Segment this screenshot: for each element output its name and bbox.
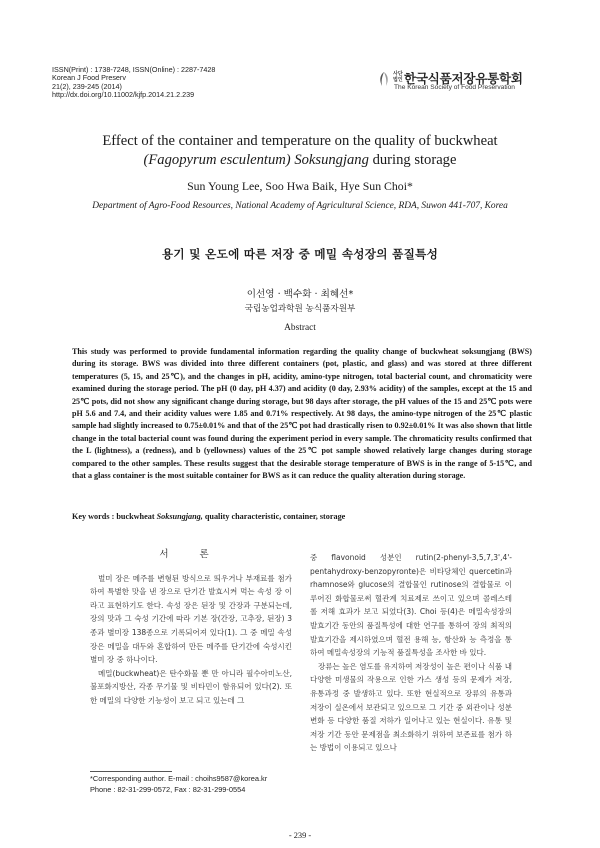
corresponding-author-phone: Phone : 82-31-299-0572, Fax : 82-31-299-0554 bbox=[90, 784, 246, 794]
section-heading-introduction: 서 론 bbox=[159, 549, 223, 560]
keywords-label: Key words : bbox=[72, 512, 115, 521]
keywords-pre: buckwheat bbox=[116, 512, 155, 521]
title-line-2 bbox=[40, 151, 560, 170]
page-number: - 239 - bbox=[288, 831, 312, 840]
abstract-heading: Abstract bbox=[284, 323, 316, 333]
doi-link[interactable]: http://dx.doi.org/10.11002/kjfp.2014.21.2.239 bbox=[52, 89, 195, 99]
korean-affiliation: 국립농업과학원 농식품자원부 bbox=[244, 304, 356, 314]
title-line-1: Effect of the container and temperature on the quality of buckwheat bbox=[102, 133, 498, 149]
korean-title: 용기 및 온도에 따른 저장 중 메밀 속성장의 품질특성 bbox=[161, 247, 439, 261]
title-scientific-name: (Fagopyrum esculentum) bbox=[143, 152, 291, 168]
authors: Sun Young Lee, Soo Hwa Baik, Hye Sun Choi* bbox=[187, 179, 413, 193]
keywords bbox=[72, 512, 532, 521]
affiliation: Department of Agro-Food Resources, National Academy of Agricultural Science, RDA, Suwon 441-707, Korea bbox=[92, 201, 508, 211]
society-korean-name: 한국식품저장유통학회 bbox=[404, 71, 523, 86]
left-paragraph: 벌미 장은 메주를 변형된 방식으로 띄우거나 부재료를 첨가하여 특별한 맛을 낸 장으로 단기간 발효시켜 먹는 속성 장 이라고 표현하기도 한다. 속성 장은 된장 및 간장과 구분되는데, 장의 맛과 그 숙성 기간에 따라 기본 장(간장, 고추장, 된장) 3종과 별미장 138종으로 기록되어져 있다(1). 그 중 메밀 속성 장은 메밀을 대두와 혼합하여 만든 메주를 단기간에 숙성시킨 별미 장 중 하나이다. bbox=[90, 573, 292, 665]
issn-line: ISSN(Print) : 1738-7248, ISSN(Online) : 2287-7428 bbox=[52, 65, 216, 74]
volume-line: 21(2), 239-245 (2014) bbox=[52, 81, 122, 91]
title-soksungjang: Soksungjang bbox=[294, 152, 369, 168]
korean-authors: 이선영 · 백수화 · 최혜선* bbox=[246, 289, 354, 300]
paper-title bbox=[40, 132, 560, 170]
society-logo bbox=[376, 70, 552, 92]
keywords-post: quality characteristic, container, storage bbox=[204, 512, 346, 521]
abstract-body bbox=[72, 346, 532, 482]
left-paragraph: 메밀(buckwheat)은 탄수화물 뿐 만 아니라 필수아미노산, 불포화지방산, 각종 무기물 및 비타민이 함유되어 있다(2). 또한 메밀의 다양한 기능성이 보고 되고 있는데 그 bbox=[90, 668, 292, 705]
society-badge: 사단 법인 bbox=[393, 71, 403, 83]
title-line-2-rest: during storage bbox=[372, 152, 457, 168]
journal-name: Korean J Food Preserv bbox=[52, 73, 126, 83]
footnote-divider bbox=[90, 771, 172, 772]
right-paragraph: 중 flavonoid 성분인 rutin(2-phenyl-3,5,7,3',4'- pentahydroxy-benzopyronte)은 비타당체인 quercetin과 rhamnose와 glucose의 결합물인 rutinose의 결합물로 이루어진 화합물로써 혈관계 치료제로 쓰이고 있으며 콜레스테롤 저해 효과가 보고 되었다(3). Choi 등(4)은 메밀속성장의 발효기간 동안의 품질특성에 대한 연구를 통하여 장의 최적의 발효기간을 제시하였으며 혈전 용해 능, 항산화 능 측정을 통하여 메밀속성장의 기능적 품질특성을 조사한 바 있다. bbox=[310, 553, 512, 658]
keywords-italic: Soksungjang, bbox=[156, 512, 203, 521]
journal-metadata bbox=[52, 66, 215, 99]
society-emblem-icon bbox=[376, 71, 392, 87]
footnote bbox=[90, 774, 310, 795]
abstract-text: This study was performed to provide fundamental information regarding the quality change of buckwheat soksungjang (BWS) during its storage. BWS was divided into three different containers (pot, plastic, and glass) and was stored at three different temperatures (5, 15, and 25℃), and the changes in pH, acidity, amino-type nitrogen, total bacterial count, and chromaticity were examined during the storage period. The pH (0 day, pH 4.37) and acidity (0 day, 2.93% acidity) of the samples, except at the 15 and 25℃ pots, did not show any significant change during storage, but 98 days after storage, the pH values of the 15 and 25℃ pots were pH 5.6 and 7.4, and their acidity values were 1.85 and 0.71% respectively. At 98 days, the amino-type nitrogen of the 25℃ plastic sample had slightly increased to 0.75±0.01% and that of the 25℃ pot had drastically risen to 0.92±0.01% It was also shown that little change in the total bacterial count was found during the experiment period in every sample. The chromaticity results confirmed that the L (lightness), a (redness), and b (yellowness) values of the 25℃ pot sample showed relatively large changes during storage compared to the other samples. These results suggest that the desirable storage temperature of BWS is in the range of 5-15℃, and that a glass container is the most suitable container for BWS as it can reduce the quality alteration during storage. bbox=[72, 347, 532, 481]
right-column bbox=[310, 551, 512, 755]
right-paragraph: 장류는 높은 염도를 유지하여 저장성이 높은 편이나 식품 내 다양한 미생물의 작용으로 인한 가스 생성 등의 문제가 저장, 유통과정 중 발생하고 있다. 또한 현실적으로 장류의 유통과 저장이 실온에서 보관되고 있으므로 그 기간 중 외관이나 성분 변화 등 다양한 품질 저하가 일어나고 있는 현실이다. 유통 및 저장 기간 동안 문제점을 최소화하기 위하여 보존료를 첨가 하는 방법이 이용되고 있으나 bbox=[310, 661, 512, 753]
corresponding-author-email: *Corresponding author. E-mail : choihs9587@korea.kr bbox=[90, 774, 268, 783]
left-column bbox=[90, 548, 292, 708]
society-english-name: The Korean Society of Food Preservation bbox=[394, 84, 515, 91]
